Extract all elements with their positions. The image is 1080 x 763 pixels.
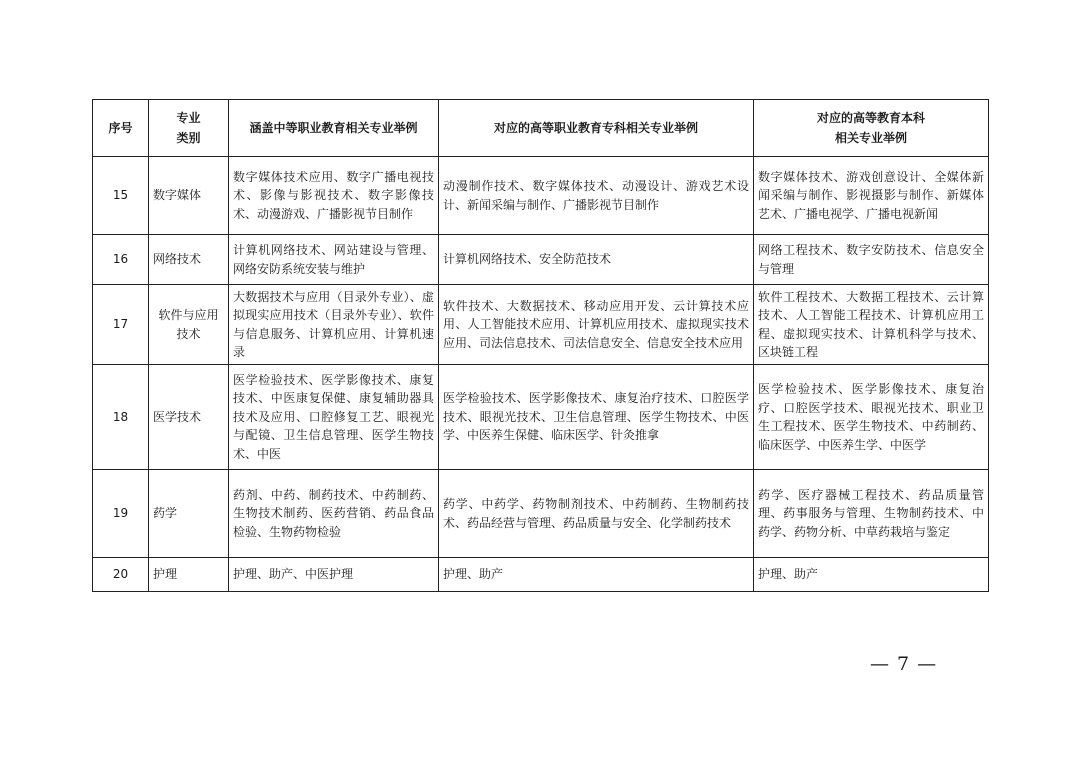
table-header-row (93, 100, 989, 157)
specialty-table (92, 99, 989, 592)
header-no: 序号 (93, 100, 149, 157)
row-vocational: 计算机网络技术、安全防范技术 (439, 235, 754, 285)
table-row (93, 558, 989, 592)
row-vocational: 药学、中药学、药物制剂技术、中药制药、生物制药技术、药品经营与管理、药品质量与安全、化学制药技术 (439, 470, 754, 558)
row-secondary: 护理、助产、中医护理 (229, 558, 439, 592)
row-undergraduate: 网络工程技术、数字安防技术、信息安全与管理 (754, 235, 989, 285)
row-vocational: 软件技术、大数据技术、移动应用开发、云计算技术应用、人工智能技术应用、计算机应用技术、虚拟现实技术应用、司法信息技术、司法信息安全、信息安全技术应用 (439, 285, 754, 365)
row-category: 医学技术 (149, 365, 229, 470)
row-category: 护理 (149, 558, 229, 592)
row-undergraduate: 数字媒体技术、游戏创意设计、全媒体新闻采编与制作、影视摄影与制作、新媒体艺术、广播电视学、广播电视新闻 (754, 157, 989, 235)
row-number: 20 (93, 558, 149, 592)
page-number: — 7 — (870, 653, 938, 675)
row-vocational: 动漫制作技术、数字媒体技术、动漫设计、游戏艺术设计、新闻采编与制作、广播影视节目制作 (439, 157, 754, 235)
row-secondary: 药剂、中药、制药技术、中药制药、生物技术制药、医药营销、药品食品检验、生物药物检验 (229, 470, 439, 558)
header-undergraduate: 对应的高等教育本科 相关专业举例 (754, 100, 989, 157)
row-category: 药学 (149, 470, 229, 558)
table-row (93, 235, 989, 285)
row-secondary: 数字媒体技术应用、数字广播电视技术、影像与影视技术、数字影像技术、动漫游戏、广播影视节目制作 (229, 157, 439, 235)
row-number: 15 (93, 157, 149, 235)
table-row (93, 365, 989, 470)
row-vocational: 护理、助产 (439, 558, 754, 592)
row-undergraduate: 软件工程技术、大数据工程技术、云计算技术、人工智能工程技术、计算机应用工程、虚拟现实技术、计算机科学与技术、区块链工程 (754, 285, 989, 365)
table-row (93, 470, 989, 558)
row-secondary: 大数据技术与应用（目录外专业）、虚拟现实应用技术（目录外专业）、软件与信息服务、计算机应用、计算机速录 (229, 285, 439, 365)
row-secondary: 计算机网络技术、网站建设与管理、网络安防系统安装与维护 (229, 235, 439, 285)
row-secondary: 医学检验技术、医学影像技术、康复技术、中医康复保健、康复辅助器具技术及应用、口腔修复工艺、眼视光与配镜、卫生信息管理、医学生物技术、中医 (229, 365, 439, 470)
row-vocational: 医学检验技术、医学影像技术、康复治疗技术、口腔医学技术、眼视光技术、卫生信息管理、医学生物技术、中医学、中医养生保健、临床医学、针灸推拿 (439, 365, 754, 470)
row-number: 19 (93, 470, 149, 558)
row-undergraduate: 护理、助产 (754, 558, 989, 592)
row-category: 数字媒体 (149, 157, 229, 235)
header-secondary: 涵盖中等职业教育相关专业举例 (229, 100, 439, 157)
row-category: 软件与应用技术 (149, 285, 229, 365)
row-number: 18 (93, 365, 149, 470)
row-category: 网络技术 (149, 235, 229, 285)
row-number: 17 (93, 285, 149, 365)
table-row (93, 157, 989, 235)
row-undergraduate: 医学检验技术、医学影像技术、康复治疗、口腔医学技术、眼视光技术、职业卫生工程技术、医学生物技术、中药制药、临床医学、中医养生学、中医学 (754, 365, 989, 470)
header-category: 专业 类别 (149, 100, 229, 157)
table-row (93, 285, 989, 365)
row-number: 16 (93, 235, 149, 285)
header-vocational: 对应的高等职业教育专科相关专业举例 (439, 100, 754, 157)
row-undergraduate: 药学、医疗器械工程技术、药品质量管理、药事服务与管理、生物制药技术、中药学、药物分析、中草药栽培与鉴定 (754, 470, 989, 558)
